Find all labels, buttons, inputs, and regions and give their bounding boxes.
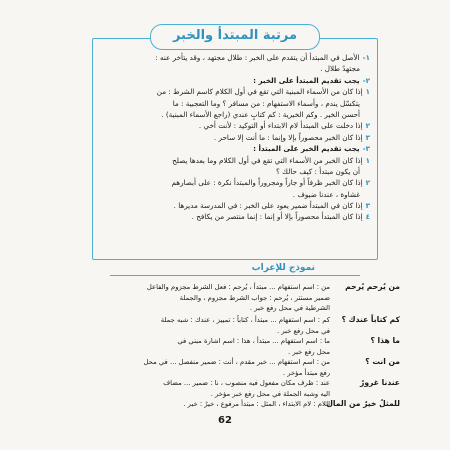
rule-text: أحسن الخير . وكم الخبرية : كم كتابٍ عندي (راجع الأسماء المبنية) . bbox=[161, 109, 360, 119]
analysis-line: الشرطية في محل رفع خبر . bbox=[249, 304, 330, 313]
example-term: من انت ؟ bbox=[365, 357, 400, 366]
example-analysis bbox=[100, 315, 330, 336]
example-term: عندنا غرورٌ bbox=[359, 378, 400, 387]
example-analysis bbox=[100, 336, 330, 357]
rule-text: إذا كان الخبر محصوراً بإلا وإنما : ما أنت إلا ساحر . bbox=[213, 132, 363, 142]
example-term: من يُرحم يُرحم bbox=[345, 282, 400, 291]
example-divider bbox=[110, 275, 360, 276]
rule-text: يجب تقديم الخبر على المبتدأ : bbox=[253, 144, 360, 154]
rule-number: ٣ bbox=[365, 201, 370, 211]
rules-list bbox=[100, 52, 370, 223]
page-number: 62 bbox=[218, 415, 232, 426]
rule-line bbox=[100, 63, 370, 74]
analysis-line: من : اسم استفهام ... مبتدأ ، يُرحم : فعل الشرط مجزوم والفاعل bbox=[146, 283, 330, 291]
example-term: للمثلُ خيرٌ من المال bbox=[326, 399, 400, 408]
rule-text: إذا كان من الأسماء المبنية التي تقع في أول الكلام كاسم الشرط : من bbox=[156, 87, 363, 97]
example-term: ما هذا ؟ bbox=[370, 336, 400, 345]
rule-text: الأصل في المبتدأ أن يتقدم على الخبر : طلال مجتهد ، وقد يتأخر عنه : bbox=[155, 53, 360, 62]
analysis-line: كم : اسم استفهام ... مبتدأ ، كتاباً : تمييز ، عندك : شبه جملة bbox=[160, 316, 330, 324]
rule-line bbox=[100, 86, 370, 97]
analysis-line: اللام : لام الابتداء ، المثل : مبتدأ مرفوع ، خيرٌ : خبر . bbox=[183, 400, 330, 408]
rule-line bbox=[100, 200, 370, 211]
rule-text: أن يكون مبتدأ : كيف حالك ؟ bbox=[275, 166, 360, 176]
rule-line bbox=[100, 109, 370, 120]
rule-number: ١ bbox=[365, 155, 370, 165]
rule-text: يجب تقديم المبتدأ على الخبر : bbox=[253, 75, 360, 85]
rule-number: ٢ bbox=[365, 178, 370, 188]
analysis-line: من : اسم استفهام ... خبر مقدم ، أنت : ضمير منفصل ... في محل bbox=[143, 358, 330, 366]
rule-text: يتكسّل يندم ، وأسماء الاستفهام : من مسافر ؟ وما التعجبية : ما bbox=[172, 98, 360, 108]
rule-number: ١ bbox=[365, 87, 370, 97]
example-title: نموذج للإعراب bbox=[251, 263, 315, 273]
rule-text: إذا كان الخبر من الأسماء التي تقع في أول الكلام وما بعدها يصلح bbox=[172, 155, 363, 165]
analysis-line: اليه وشبه الجملة في محل رفع خبر مؤخر . bbox=[210, 389, 330, 398]
rule-line bbox=[100, 75, 370, 86]
rule-text: غشاوة ، عندنا ضيوف . bbox=[292, 189, 360, 199]
rule-line bbox=[100, 211, 370, 222]
analysis-line: محل رفع خبر . bbox=[288, 347, 330, 356]
rule-number: ٣- bbox=[362, 144, 370, 154]
example-analysis bbox=[100, 282, 330, 314]
rule-text: إذا كان المبتدأ محصوراً بإلا أو إنما : إنما منتصر من يكافح . bbox=[191, 212, 363, 222]
rule-line bbox=[100, 143, 370, 154]
rule-line bbox=[100, 132, 370, 143]
example-analysis bbox=[100, 399, 330, 410]
rule-number: ٢- bbox=[362, 75, 370, 85]
analysis-line: ما : اسم استفهام ... مبتدأ ، هذا : اسم اشارة مبني في bbox=[177, 337, 330, 345]
rule-line bbox=[100, 177, 370, 188]
example-term: كم كتاباً عندك ؟ bbox=[341, 315, 400, 324]
analysis-line: ضمير مستتر ، يُرحم : جواب الشرط مجزوم ، والجملة bbox=[179, 293, 330, 302]
rule-number: ٤ bbox=[365, 212, 370, 222]
rule-line bbox=[100, 189, 370, 200]
example-analysis bbox=[100, 357, 330, 378]
rule-number: ٢ bbox=[365, 121, 370, 131]
example-analysis bbox=[100, 378, 330, 399]
rule-number: ٣ bbox=[365, 132, 370, 142]
rule-line bbox=[100, 120, 370, 131]
rule-line bbox=[100, 98, 370, 109]
rule-line bbox=[100, 155, 370, 166]
rule-line bbox=[100, 52, 370, 63]
analysis-line: في محل رفع خبر . bbox=[276, 326, 330, 335]
rule-text: إذا دخلت على المبتدأ لام الابتداء أو التوكيد : لأنت أخي . bbox=[198, 121, 363, 131]
section-title: مرتبة المبتدأ والخبر bbox=[150, 24, 320, 50]
analysis-line: رفع مبتدأ مؤخر . bbox=[282, 368, 330, 377]
rule-text: مجتهدٌ طلال . bbox=[320, 64, 360, 74]
rule-line bbox=[100, 166, 370, 177]
rule-number: ١- bbox=[362, 53, 370, 62]
rule-text: إذا كان الخبر ظرفاً أو جاراً ومجروراً والمبتدأ نكرة : على أبصارهم bbox=[171, 178, 363, 188]
analysis-line: عند : ظرف مكان مفعول فيه منصوب ، نا : ضمير ... مضاف bbox=[163, 379, 330, 387]
rule-text: إذا كان في المبتدأ ضمير يعود على الخبر : في المدرسة مديرها . bbox=[173, 201, 363, 211]
